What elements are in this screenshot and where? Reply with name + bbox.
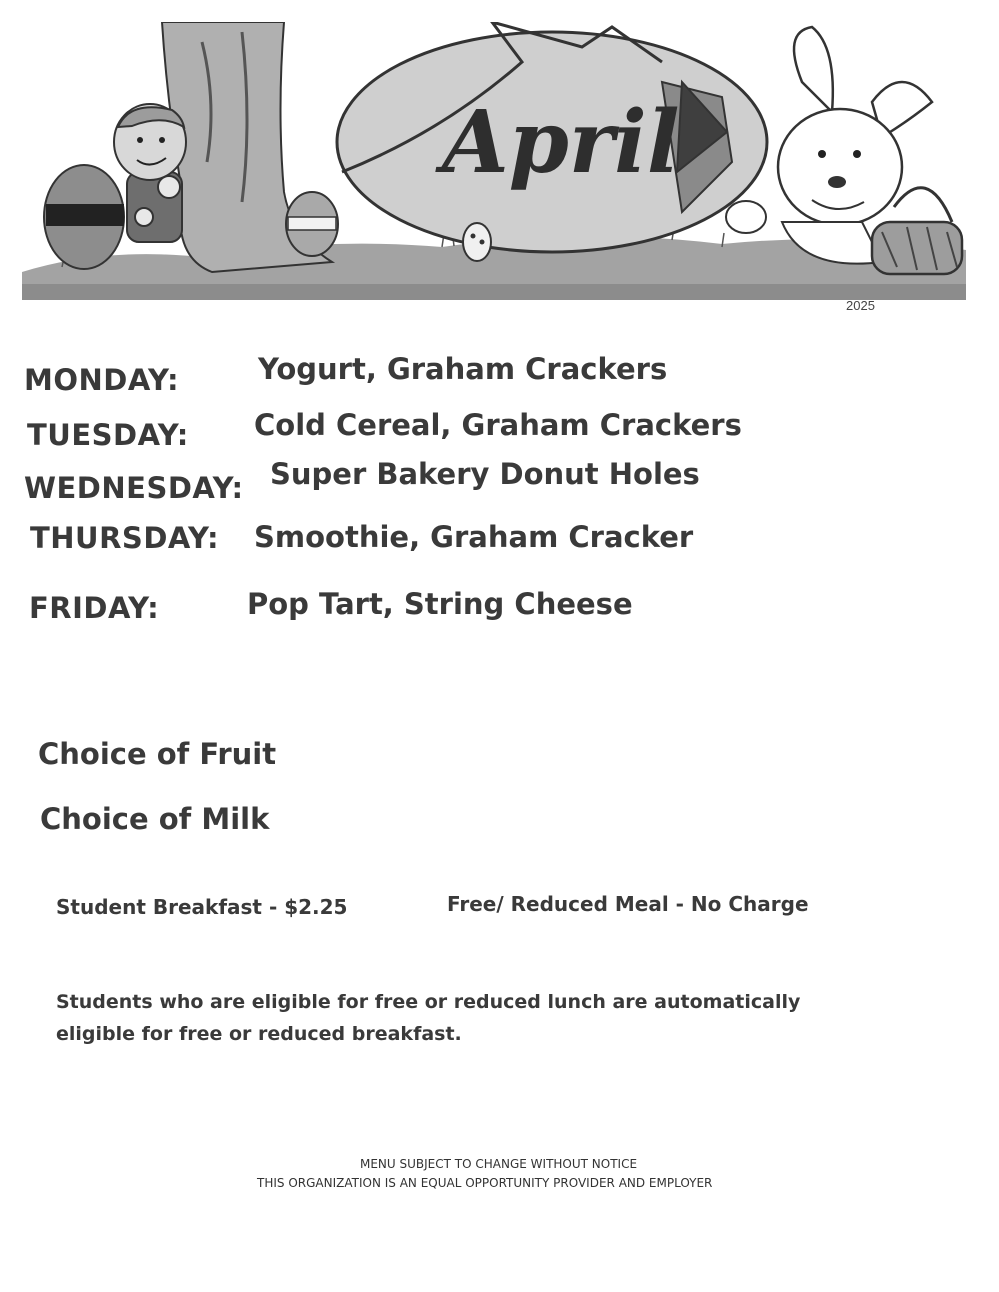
student-breakfast-price: Student Breakfast - $2.25: [56, 895, 348, 919]
eligibility-note-line2: eligible for free or reduced breakfast.: [56, 1023, 462, 1045]
small-egg-grass: [463, 223, 491, 261]
day-label-friday: FRIDAY:: [29, 591, 160, 625]
footer-notice: MENU SUBJECT TO CHANGE WITHOUT NOTICE: [360, 1157, 638, 1171]
striped-egg-small: [286, 192, 338, 256]
reduced-meal-price: Free/ Reduced Meal - No Charge: [447, 892, 809, 916]
day-label-wednesday: WEDNESDAY:: [24, 471, 244, 505]
day-label-tuesday: TUESDAY:: [27, 418, 189, 452]
day-label-monday: MONDAY:: [24, 363, 180, 397]
banner-title: April: [442, 92, 680, 193]
menu-item-wednesday: Super Bakery Donut Holes: [270, 457, 700, 491]
footer-equal-opportunity: THIS ORGANIZATION IS AN EQUAL OPPORTUNITY PROVIDER AND EMPLOYER: [257, 1176, 713, 1190]
menu-item-thursday: Smoothie, Graham Cracker: [254, 520, 694, 554]
easter-banner-illustration: [22, 22, 966, 302]
striped-egg-left: [44, 165, 124, 269]
menu-item-monday: Yogurt, Graham Crackers: [258, 352, 668, 386]
big-egg: [337, 22, 767, 252]
day-label-thursday: THURSDAY:: [30, 521, 220, 555]
eligibility-note-line1: Students who are eligible for free or reduced lunch are automatically: [56, 991, 801, 1013]
year-label: 2025: [846, 298, 875, 313]
choice-milk: Choice of Milk: [40, 802, 270, 836]
eligibility-note: [56, 986, 876, 1050]
menu-item-tuesday: Cold Cereal, Graham Crackers: [254, 408, 742, 442]
choice-fruit: Choice of Fruit: [38, 737, 277, 771]
menu-item-friday: Pop Tart, String Cheese: [247, 587, 633, 621]
